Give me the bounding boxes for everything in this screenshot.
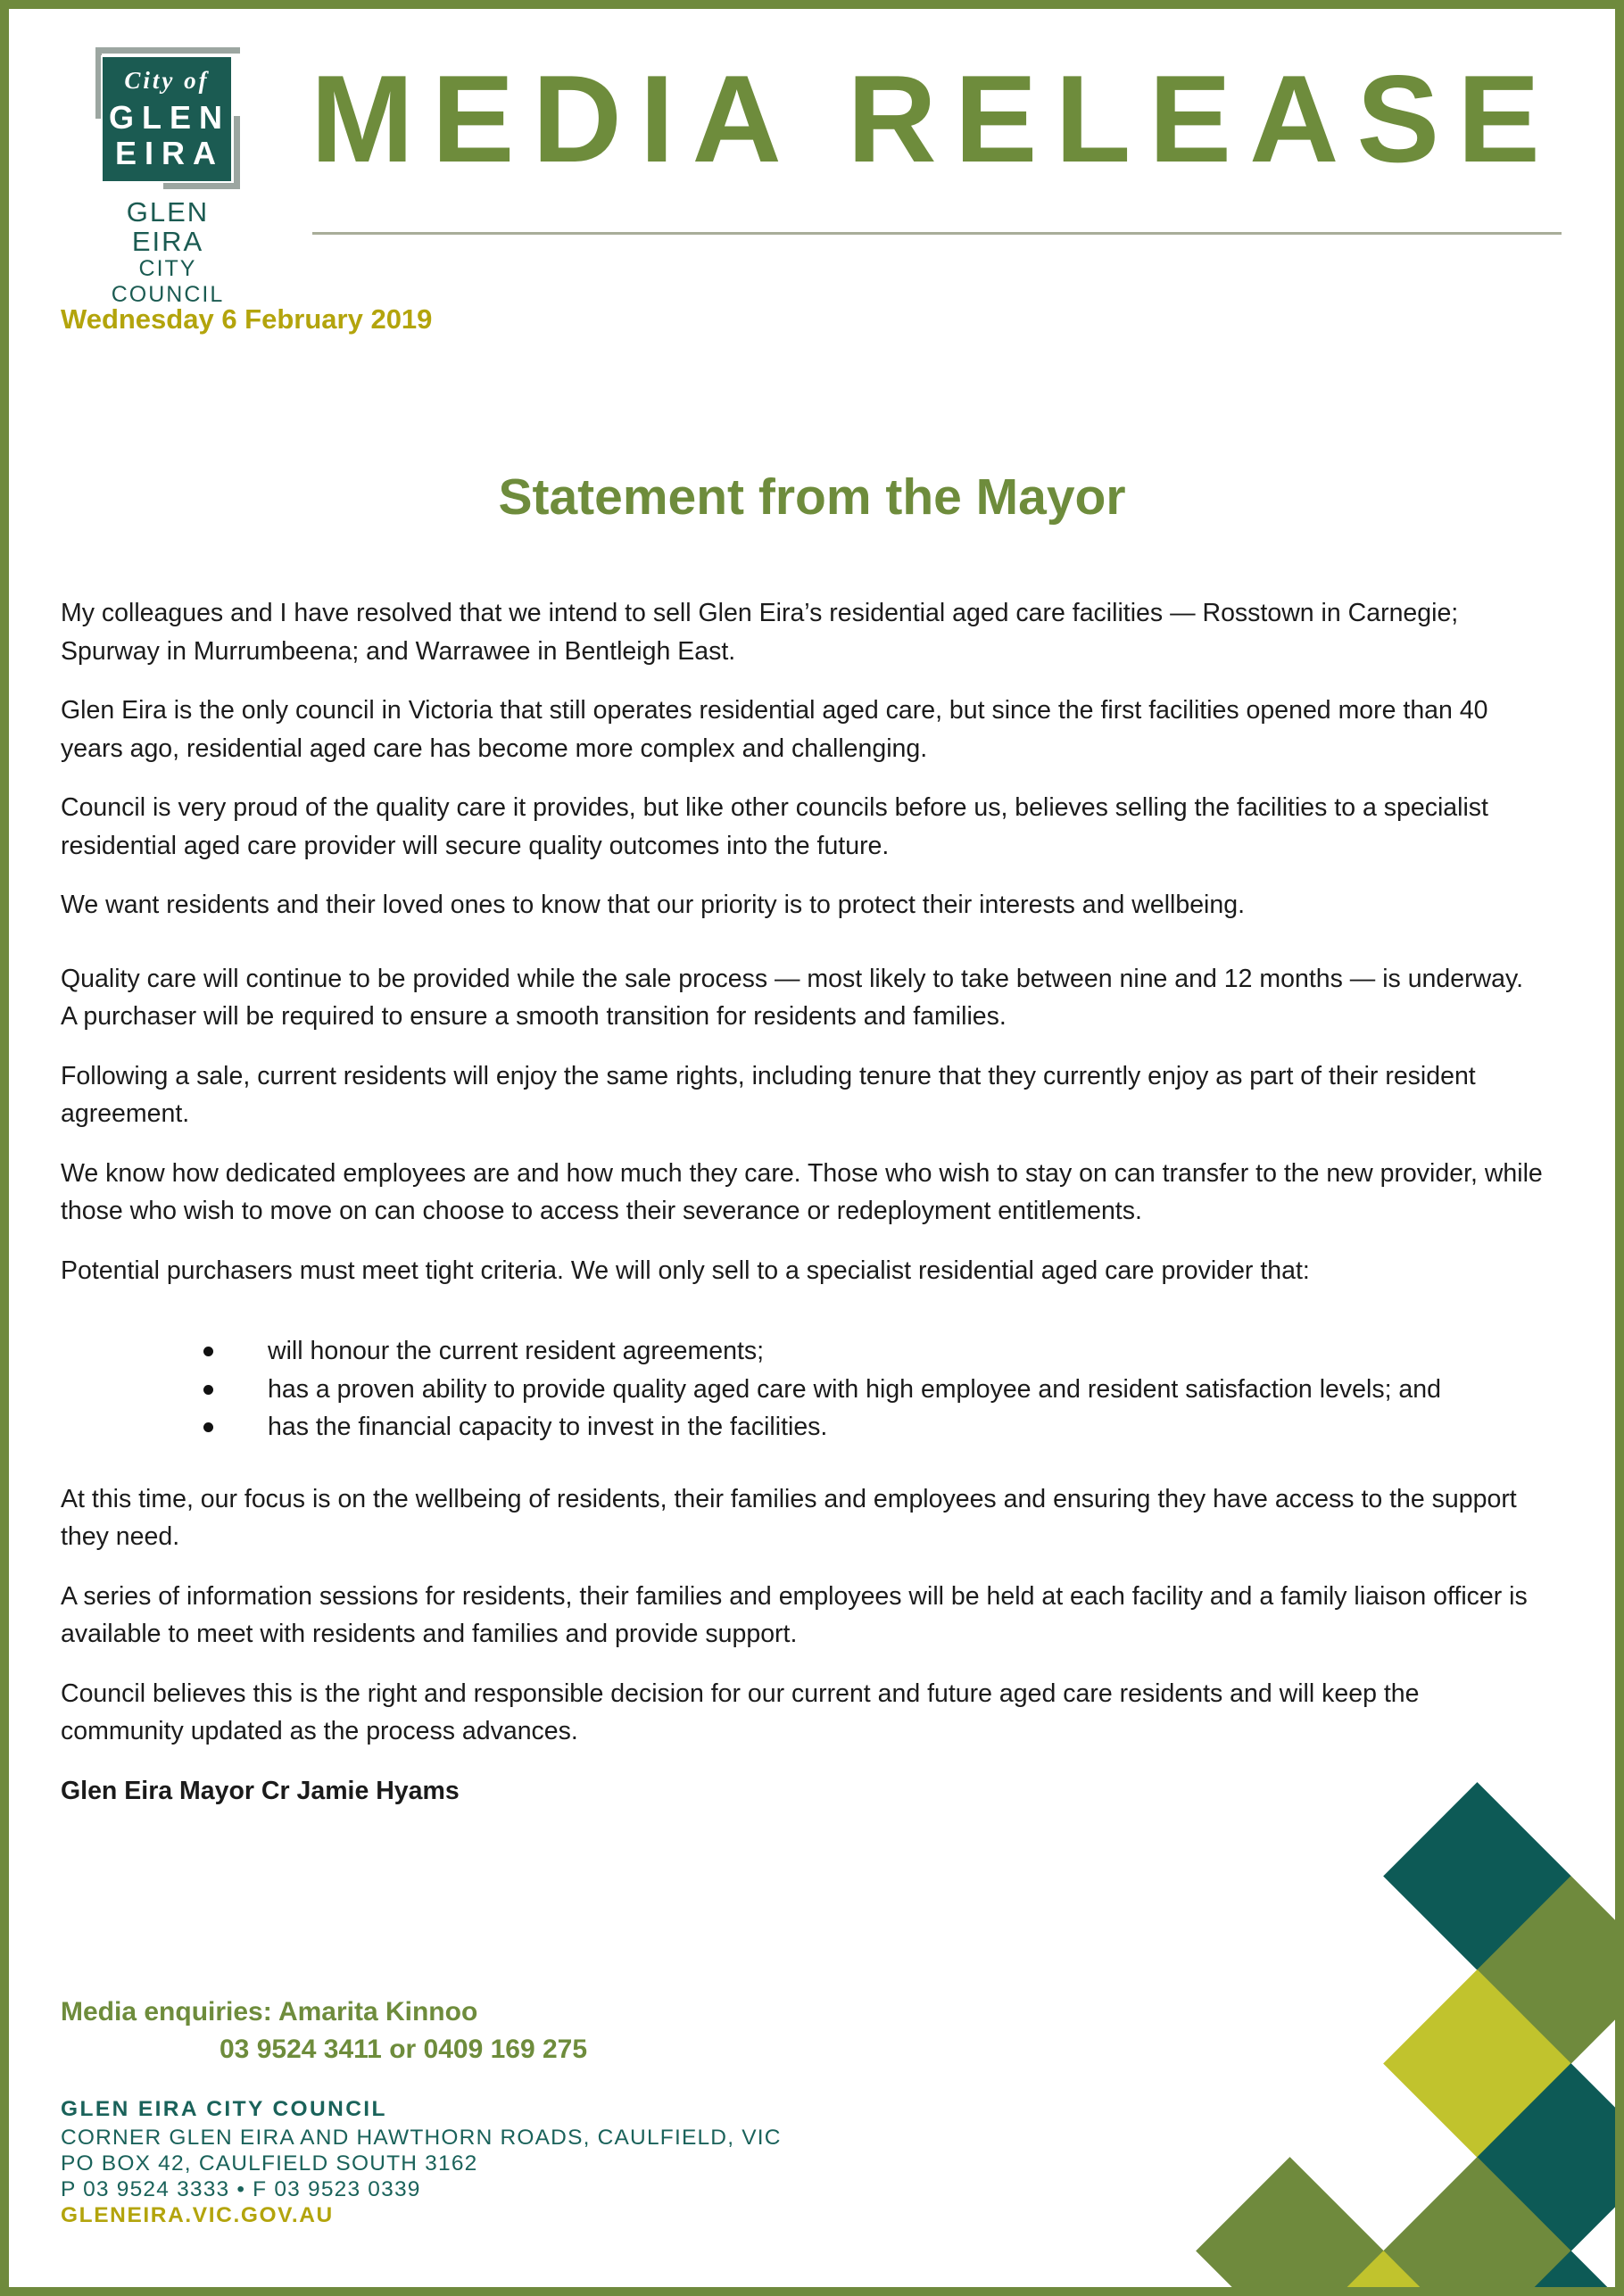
- logo-caption-line2: CITY COUNCIL: [111, 256, 225, 307]
- criteria-list: [61, 1332, 1544, 1446]
- list-item: has a proven ability to provide quality aged care with high employee and resident satisfaction levels; and: [61, 1371, 1544, 1409]
- council-logo-mark: [95, 47, 240, 189]
- logo-frame-decoration: [163, 183, 240, 189]
- logo-caption: [95, 198, 240, 308]
- paragraph: My colleagues and I have resolved that we intend to sell Glen Eira’s residential aged care facilities — Rosstown in Carnegie; Spurway in Murrumbeena; and Warrawee in Bentleigh East.: [61, 599, 1459, 666]
- release-date: Wednesday 6 February 2019: [61, 303, 433, 335]
- paragraph: Glen Eira is the only council in Victoria that still operates residential aged care, but since the first facilities opened more than 40 years ago, residential aged care has become more complex and challenging.: [61, 696, 1488, 763]
- logo-frame-decoration: [234, 116, 240, 189]
- logo-eira-text: EIRA: [114, 135, 224, 171]
- footer-phone-fax: P 03 9524 3333 • F 03 9523 0339: [61, 2177, 421, 2201]
- masthead-title: MEDIA RELEASE: [311, 50, 1558, 188]
- masthead-rule: [312, 232, 1562, 235]
- media-enquiries-contact: Media enquiries: Amarita Kinnoo: [61, 1997, 478, 2027]
- paragraph: A series of information sessions for residents, their families and employees will be held at each facility and a family liaison officer is available to meet with residents and families and provide support.: [61, 1581, 1528, 1648]
- list-item: will honour the current resident agreements;: [61, 1332, 1544, 1371]
- footer-website-link: GLENEIRA.VIC.GOV.AU: [61, 2203, 334, 2227]
- media-enquiries: [61, 1997, 587, 2065]
- logo-frame-decoration: [95, 47, 240, 54]
- article-heading: Statement from the Mayor: [498, 468, 1126, 526]
- logo-caption-line1: GLEN EIRA: [126, 196, 210, 257]
- paragraph: Council believes this is the right and responsible decision for our current and future aged care residents and will keep the community updated as the process advances.: [61, 1678, 1420, 1745]
- media-enquiries-phone: 03 9524 3411 or 0409 169 275: [220, 2035, 588, 2064]
- logo-city-of-text: City of: [124, 67, 210, 95]
- article-body: [61, 594, 1544, 1831]
- logo-square: [101, 55, 233, 183]
- logo-glen-text: GLEN: [108, 99, 230, 137]
- paragraph: Quality care will continue to be provided while the sale process — most likely to take between nine and 12 months — is underway. A purchaser will be required to ensure a smooth transition for residents and families.: [61, 964, 1524, 1031]
- decor-diamond-olive: [1196, 2157, 1384, 2296]
- footer-address-block: [61, 2096, 782, 2228]
- paragraph: At this time, our focus is on the wellbeing of residents, their families and employees and ensuring they have access to the support they need.: [61, 1484, 1517, 1551]
- paragraph: Council is very proud of the quality care it provides, but like other councils before us, believes selling the facilities to a specialist residential aged care provider will secure quality outcomes into the future.: [61, 793, 1488, 860]
- signature-line: Glen Eira Mayor Cr Jamie Hyams: [61, 1776, 460, 1805]
- footer-council-name: GLEN EIRA CITY COUNCIL: [61, 2097, 387, 2121]
- list-item: has the financial capacity to invest in the facilities.: [61, 1408, 1544, 1446]
- paragraph: We know how dedicated employees are and how much they care. Those who wish to stay on can transfer to the new provider, while those who wish to move on can choose to access their severance or redeployment entitlements.: [61, 1158, 1543, 1225]
- footer-address-line1: CORNER GLEN EIRA AND HAWTHORN ROADS, CAULFIELD, VIC: [61, 2126, 782, 2150]
- paragraph: Potential purchasers must meet tight criteria. We will only sell to a specialist residential aged care provider that:: [61, 1256, 1310, 1285]
- paragraph: We want residents and their loved ones to know that our priority is to protect their interests and wellbeing.: [61, 891, 1246, 919]
- paragraph: Following a sale, current residents will enjoy the same rights, including tenure that they currently enjoy as part of their resident agreement.: [61, 1061, 1476, 1128]
- footer-address-line2: PO BOX 42, CAULFIELD SOUTH 3162: [61, 2151, 478, 2176]
- council-logo: [95, 47, 240, 308]
